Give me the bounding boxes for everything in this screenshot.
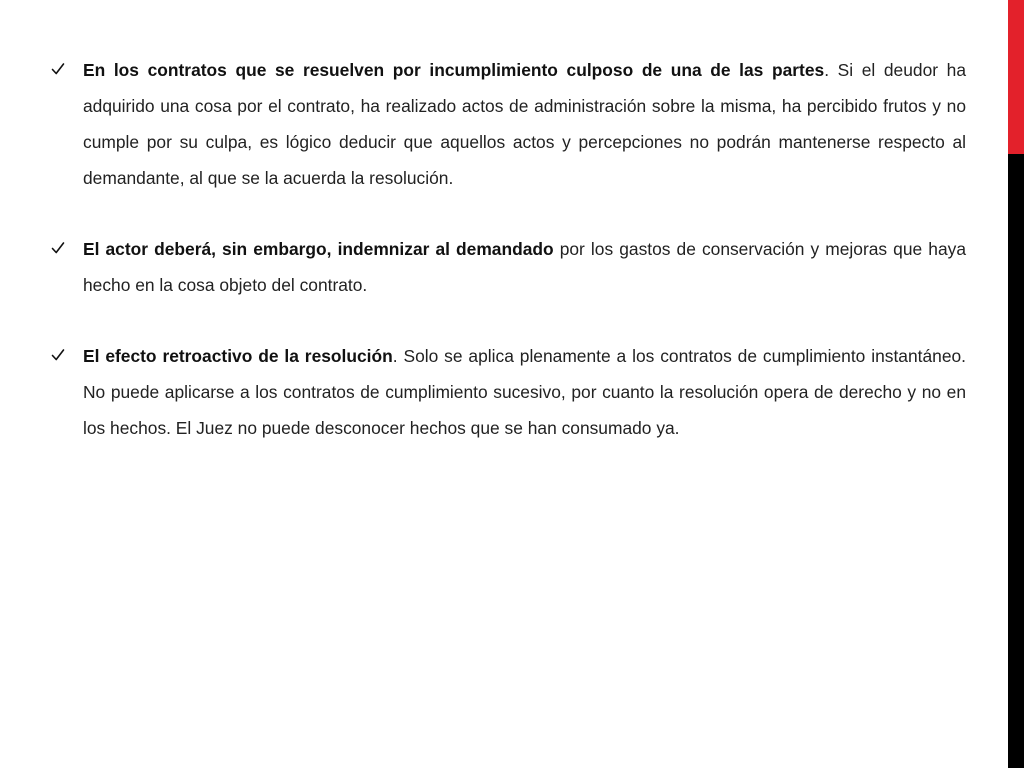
bullet-list — [47, 52, 966, 481]
checkmark-icon — [51, 52, 69, 88]
bullet-item-2-text: por los gastos de conservación y mejoras que haya hecho en la cosa objeto del contrato. — [83, 239, 966, 295]
bullet-item-2-heading: El actor deberá, sin embargo, indemnizar al demandado — [83, 239, 554, 259]
bullet-item-2 — [47, 231, 966, 303]
right-accent-bar — [1008, 0, 1024, 768]
bullet-item-1-heading: En los contratos que se resuelven por incumplimiento culposo de una de las partes — [83, 60, 825, 80]
bullet-item-1-text: . Si el deudor ha adquirido una cosa por el contrato, ha realizado actos de administración sobre la misma, ha percibido frutos y no cumple por su culpa, es lógico deducir que aquellos actos y percepciones no podrán mantenerse respecto al demandante, al que se la acuerda la resolución. — [83, 60, 966, 188]
right-accent-bar-black — [1008, 154, 1024, 768]
bullet-item-3-text: . Solo se aplica plenamente a los contratos de cumplimiento instantáneo. No puede aplicarse a los contratos de cumplimiento sucesivo, por cuanto la resolución opera de derecho y no en los hechos. El Juez no puede desconocer hechos que se han consumado ya. — [83, 346, 966, 438]
checkmark-icon — [51, 338, 69, 374]
bullet-item-3-heading: El efecto retroactivo de la resolución — [83, 346, 393, 366]
bullet-item-1 — [47, 52, 966, 196]
bullet-item-3 — [47, 338, 966, 446]
checkmark-icon — [51, 231, 69, 267]
right-accent-bar-red — [1008, 0, 1024, 154]
